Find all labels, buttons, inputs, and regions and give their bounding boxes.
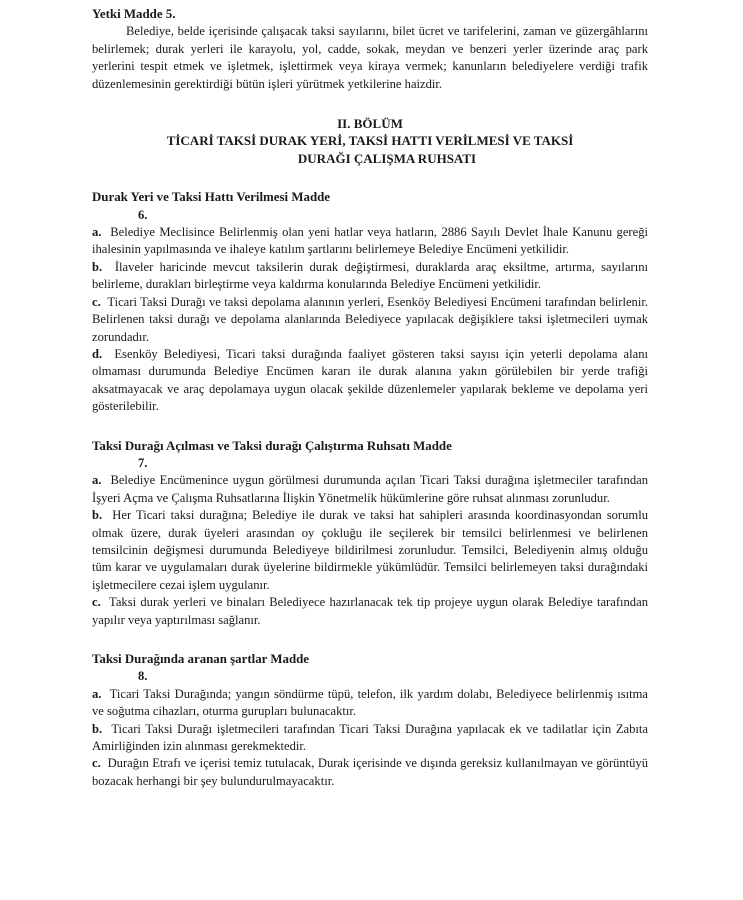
article-8-heading: Taksi Durağında aranan şartlar Madde (92, 652, 310, 666)
article-6-number: 6. (138, 207, 148, 222)
article-7-item-c: c. Taksi durak yerleri ve binaları Belediyece hazırlanacak tek tip projeye uygun olarak Belediye tarafından yapılır veya yaptırılması sağlanır. (92, 595, 648, 627)
article-7-item-a: a. Belediye Encümenince uygun görülmesi durumunda açılan Ticari Taksi durağına işletmeciler tarafından İşyeri Açma ve Çalışma Ruhsatlarına İlişkin Yönetmelik hükümlerine göre ruhsat alınması zorunludur. (92, 473, 649, 505)
article-8-item-c: c. Durağın Etrafı ve içerisi temiz tutulacak, Durak içerisinde ve dışında gereksiz kullanılmayan ve görüntüyü bozacak herhangi bir şey bulundurulmayacaktır. (92, 756, 649, 788)
article-6 (92, 189, 648, 415)
article-6-item-b: b. İlaveler haricinde mevcut taksilerin durak değiştirmesi, duraklarda araç eksiltme, artırma, sayılarını belirleme, durakları birleştirme veya kaldırma konularında Belediye Encümeni yetkilidir. (92, 259, 648, 292)
article-6-item-c: c. Ticari Taksi Durağı ve taksi depolama alanının yerleri, Esenköy Belediyesi Encümeni tarafından belirlenir. Belirlenen taksi durağı ve depolama alanlarında Belediyece yapılacak değişiklere taksi işletmecileri uymak zorundadır. (92, 294, 648, 344)
article-7-number: 7. (138, 455, 148, 470)
chapter-title-line-2: DURAĞI ÇALIŞMA RUHSATI (297, 150, 477, 166)
article-8-number: 8. (138, 669, 148, 684)
article-7-item-b: b. Her Ticari taksi durağına; Belediye ile durak ve taksi hat sahipleri arasında koordinasyondan sorumlu olmak üzere, durak üyeleri arasından oy çokluğu ile seçilerek bir temsilci belirlenmesi ve belirlenen temsilcinin değişmesi durumunda Belediyeye bildirilmesi zorunludur. Temsilci, Belediyenin almış olduğu tüm karar ve uygulamaları durak üyelerine bildirmekle yükümlüdür. Temsilci belirlemeyen taksi durağındaki işletmecilere cezai işlem uygulanır. (92, 508, 648, 592)
chapter-title-line-1: TİCARİ TAKSİ DURAK YERİ, TAKSİ HATTI VERİLMESİ VE TAKSİ (166, 133, 574, 149)
article-6-heading: Durak Yeri ve Taksi Hattı Verilmesi Madde (92, 190, 331, 205)
article-8-item-a: a. Ticari Taksi Durağında; yangın söndürme tüpü, telefon, ilk yardım dolabı, Belediyece belirlenmiş ısıtma ve soğutma cihazları, oturma gurupları bulunacaktır. (92, 686, 649, 719)
article-8 (92, 651, 648, 790)
article-6-item-d: d. Esenköy Belediyesi, Ticari taksi durağında faaliyet gösteren taksi sayısı için yeterli depolama alanı olmaması durumunda Belediye Encümen kararı ile durak alanına yakın görülebilen bir yerde trafiği aksatmayacak ve araç depolamaya uygun olacak şekilde düzenlemeler yapılarak bekleme ve depolama yeri gösterilebilir. (92, 346, 649, 414)
article-7 (92, 438, 648, 629)
article-7-heading: Taksi Durağı Açılması ve Taksi durağı Çalıştırma Ruhsatı Madde (92, 438, 452, 453)
article-8-item-b: b. Ticari Taksi Durağı işletmecileri tarafından Ticari Taksi Durağına yapılacak ek ve tadilatlar için Zabıta Amirliğinden izin alınması gerekmektedir. (92, 721, 648, 754)
chapter-number: II. BÖLÜM (337, 116, 403, 132)
article-5-text: Belediye, belde içerisinde çalışacak taksi sayılarını, bilet ücret ve tarifelerini, zaman ve güzergâhlarını belirlemek; durak yerleri ile karayolu, yol, cadde, sokak, meydan ve benzeri yerler üzerinde araç park yerlerini tespit etmek ve işletmek, işlettirmek veya kiraya vermek; kanunların belediyelere verdiği trafik düzenlemesinin gerektirdiği bütün işleri yürütmek yetkilerine haizdir. (92, 24, 648, 91)
article-6-item-a: a. Belediye Meclisince Belirlenmiş olan yeni hatlar veya hatların, 2886 Sayılı Devlet İhale Kanunu gereği ihalesinin yapılmasında ve ihaleye katılım şartlarını belirlemeye Belediye Encümeni yetkilidir. (92, 225, 648, 257)
article-5-heading: Yetki Madde 5. (92, 7, 176, 21)
